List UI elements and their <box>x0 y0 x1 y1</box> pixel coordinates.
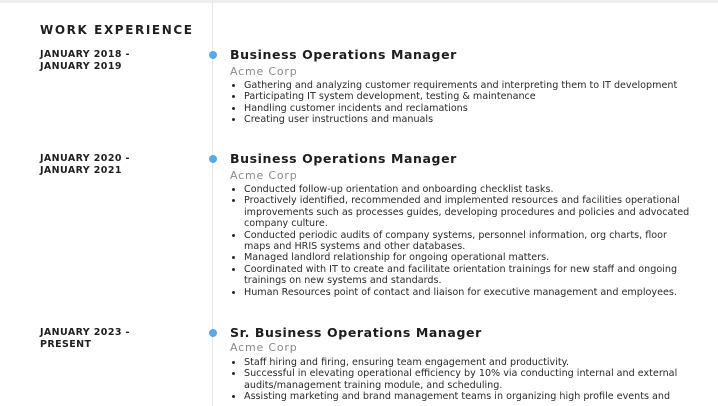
bullet-item: • Proactively identified, recommended and implemented resources and facilities operational improvements such as processes guides, developing procedures and policies and advocated company culture. <box>244 195 694 229</box>
company-name: Acme Corp <box>230 341 298 354</box>
bullet-item: • Participating IT system development, testing & maintenance <box>244 91 694 102</box>
job-title: Business Operations Manager <box>230 151 457 166</box>
bullet-item: • Human Resources point of contact and liaison for executive management and employees. <box>244 287 694 298</box>
entry-date-start: JANUARY 2023 - <box>40 327 130 338</box>
bullet-item: • Conducted periodic audits of company systems, personnel information, org charts, floor maps and HRIS systems and other databases. <box>244 230 694 253</box>
company-name: Acme Corp <box>230 65 298 78</box>
timeline-dot <box>209 155 217 163</box>
bullet-item: • Handling customer incidents and reclamations <box>244 103 694 114</box>
bullet-item: • Gathering and analyzing customer requirements and interpreting them to IT development <box>244 80 694 91</box>
timeline-dot <box>209 329 217 337</box>
entry-date-end: JANUARY 2021 <box>40 165 122 176</box>
section-title: WORK EXPERIENCE <box>40 23 194 37</box>
bullet-item: • Conducted follow-up orientation and onboarding checklist tasks. <box>244 184 694 195</box>
timeline-dot <box>209 51 217 59</box>
bullet-item: • Creating user instructions and manuals <box>244 114 694 125</box>
job-title: Sr. Business Operations Manager <box>230 325 482 340</box>
bullet-item: • Staff hiring and firing, ensuring team engagement and productivity. <box>244 357 694 368</box>
top-divider <box>0 0 718 3</box>
entry-date-start: JANUARY 2018 - <box>40 49 130 60</box>
entry-date-end: PRESENT <box>40 339 92 350</box>
bullet-list <box>230 357 694 403</box>
bullet-item: • Coordinated with IT to create and facilitate orientation trainings for new staff and ongoing trainings on new systems and standards. <box>244 264 694 287</box>
entry-date-end: JANUARY 2019 <box>40 61 122 72</box>
timeline-line <box>212 0 213 406</box>
entry-date-start: JANUARY 2020 - <box>40 153 130 164</box>
bullet-item: • Successful in elevating operational efficiency by 10% via conducting internal and external audits/management training module, and scheduling. <box>244 368 694 391</box>
bullet-list <box>230 184 694 298</box>
entry-date <box>40 49 190 73</box>
job-title: Business Operations Manager <box>230 47 457 62</box>
bullet-list <box>230 80 694 126</box>
company-name: Acme Corp <box>230 169 298 182</box>
entry-date <box>40 327 190 351</box>
bullet-item: • Assisting marketing and brand management teams in organizing high profile events and <box>244 391 694 402</box>
entry-date <box>40 153 190 177</box>
bullet-item: • Managed landlord relationship for ongoing operational matters. <box>244 252 694 263</box>
